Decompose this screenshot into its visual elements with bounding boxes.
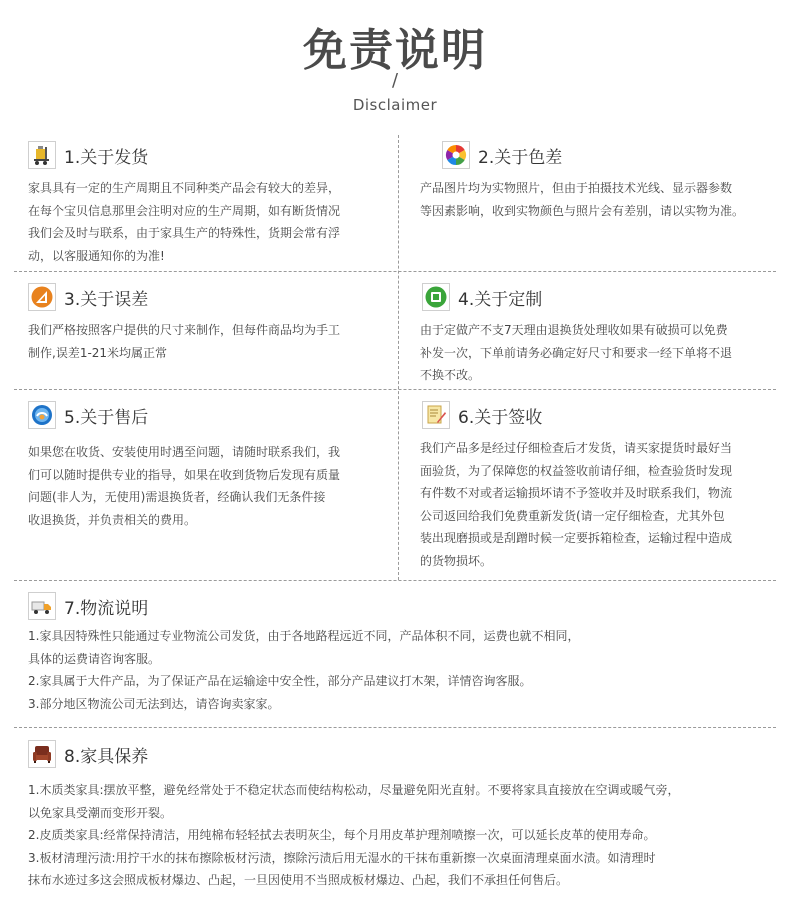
body-line: 等因素影响，收到实物颜色与照片会有差别，请以实物为准。 [420, 203, 745, 218]
section-body [28, 319, 340, 364]
section-body [420, 177, 744, 222]
body-line: 公司返回给我们免费重新发货(请一定仔细检查，尤其外包 [420, 508, 725, 523]
section-header [420, 401, 780, 433]
section-shipping [28, 141, 388, 266]
custom-box-icon [422, 283, 450, 311]
body-line: 我们严格按照客户提供的尺寸来制作，但每件商品均为手工 [28, 323, 341, 337]
section-header [420, 141, 780, 173]
section-tolerance [28, 283, 388, 383]
divider-row-4 [14, 727, 776, 728]
divider-column [398, 135, 399, 580]
section-heading: 2.关于色差 [478, 148, 563, 168]
support-globe-icon [28, 401, 56, 429]
body-line: 具体的运费请咨询客服。 [28, 651, 161, 666]
section-furniture-care [28, 740, 776, 900]
body-line: 3.板材清理污渍:用拧干水的抹布擦除板材污渍，擦除污渍后用无湿水的干抹布重新擦一次桌面清理桌面水渍。如清理时 [28, 850, 656, 865]
body-line: 我们会及时与联系，由于家具生产的特殊性，货期会常有浮 [28, 226, 341, 240]
section-heading: 7.物流说明 [64, 599, 149, 619]
body-line: 问题(非人为，无使用)需退换货者，经确认我们无条件接 [28, 490, 326, 504]
body-line: 们可以随时提供专业的指导，如果在收到货物后发现有质量 [28, 467, 341, 482]
body-line: 有件数不对或者运输损坏请不予签收并及时联系我们，物流 [420, 486, 733, 500]
section-header [420, 283, 780, 315]
section-heading: 5.关于售后 [64, 408, 149, 428]
body-line: 装出现磨损或是刮蹭时候一定要拆箱检查，运输过程中造成 [420, 531, 733, 545]
section-heading: 1.关于发货 [64, 148, 149, 168]
body-line: 收退换货，并负责相关的费用。 [28, 512, 197, 527]
section-heading: 4.关于定制 [458, 290, 543, 310]
body-line: 2.皮质类家具:经常保持清洁，用纯棉布轻轻拭去表明灰尘，每个月用皮革护理剂喷擦一次，可以延长皮革的使用寿命。 [28, 828, 656, 842]
section-body [28, 441, 340, 531]
section-after-sales [28, 401, 388, 571]
color-wheel-icon [442, 141, 470, 169]
delivery-truck-icon [28, 592, 56, 620]
section-heading: 8.家具保养 [64, 747, 149, 767]
divider-row-2 [14, 389, 776, 390]
section-body [28, 779, 680, 892]
section-logistics [28, 592, 776, 722]
body-line: 我们产品多是经过仔细检查后才发货，请买家提货时最好当 [420, 441, 733, 455]
page-subtitle: Disclaimer [352, 96, 438, 114]
body-line: 2.家具属于大件产品，为了保证产品在运输途中安全性，部分产品建议打木架，详情咨询客服。 [28, 674, 532, 688]
body-line: 补发一次，下单前请务必确定好尺寸和要求一经下单将不退 [420, 345, 733, 360]
page-title: 免责说明 [303, 25, 487, 76]
body-line: 产品图片均为实物照片，但由于拍摄技术光线、显示器参数 [420, 181, 733, 195]
section-body [420, 437, 732, 572]
section-body [420, 319, 732, 387]
section-body [28, 625, 579, 715]
body-line: 以免家具受潮而变形开裂。 [28, 805, 173, 820]
section-color-difference [420, 141, 780, 266]
sign-document-icon [422, 401, 450, 429]
body-line: 1.家具因特殊性只能通过专业物流公司发货，由于各地路程远近不同，产品体积不同，运费也就不相同， [28, 629, 580, 643]
section-header [28, 283, 388, 315]
section-header [28, 592, 776, 624]
body-line: 不换不改。 [420, 368, 481, 382]
section-receipt [420, 401, 780, 576]
divider-row-1 [14, 271, 776, 272]
section-header [28, 401, 388, 433]
body-line: 如果您在收货、安装使用时遇至问题，请随时联系我们，我 [28, 445, 341, 459]
body-line: 的货物损坏。 [420, 553, 493, 568]
divider-row-3 [14, 580, 776, 581]
section-header [28, 740, 776, 772]
body-line: 家具具有一定的生产周期且不同种类产品会有较大的差异， [28, 181, 341, 195]
body-line: 面验货，为了保障您的权益签收前请仔细，检查验货时发现 [420, 463, 733, 478]
armchair-icon [28, 740, 56, 768]
body-line: 动，以客服通知你的为准! [28, 248, 165, 263]
ruler-triangle-icon [28, 283, 56, 311]
body-line: 制作,误差1-21米均属正常 [28, 345, 168, 360]
forklift-icon [28, 141, 56, 169]
section-heading: 3.关于误差 [64, 290, 149, 310]
body-line: 3.部分地区物流公司无法到达，请咨询卖家家。 [28, 696, 280, 711]
section-heading: 6.关于签收 [458, 408, 543, 428]
body-line: 1.木质类家具:摆放平整，避免经常处于不稳定状态而使结构松动，尽量避免阳光直射。不要将家具直接放在空调或暖气旁， [28, 783, 680, 797]
section-body [28, 177, 340, 267]
section-customization [420, 283, 780, 383]
body-line: 在每个宝贝信息那里会注明对应的生产周期，如有断货情况 [28, 203, 341, 218]
title-divider-slash: / [391, 70, 399, 91]
body-line: 由于定做产不支7天理由退换货处理收如果有破损可以免费 [420, 323, 728, 337]
body-line: 抹布水迹过多这会照成板材爆边、凸起，一旦因使用不当照成板材爆边、凸起，我们不承担任何售后。 [28, 873, 569, 887]
section-header [28, 141, 388, 173]
